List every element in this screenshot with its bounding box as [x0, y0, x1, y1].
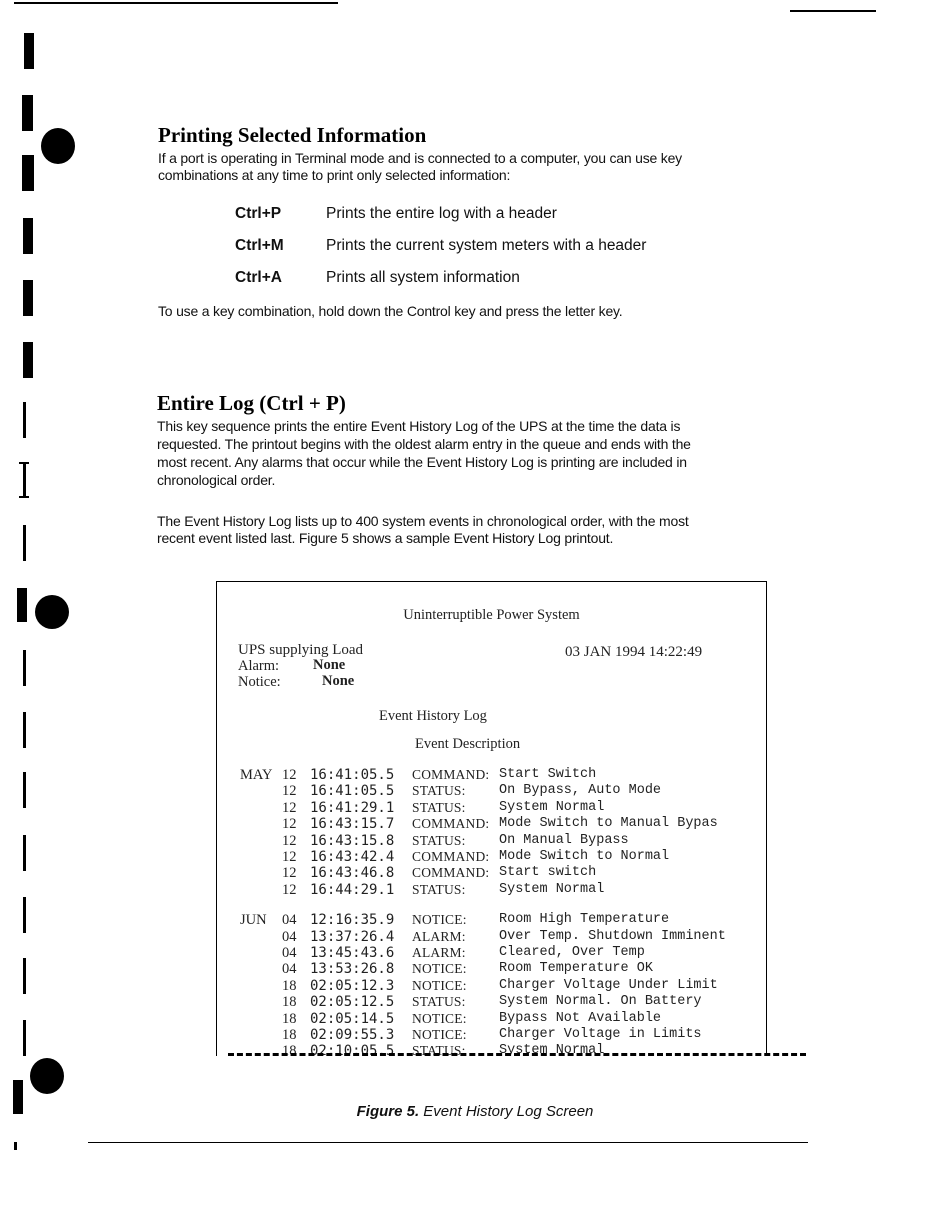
log-day: 12: [282, 767, 297, 783]
shortcut-desc: Prints all system information: [326, 269, 520, 286]
paragraph-line: The Event History Log lists up to 400 system events in chronological order, with the most: [157, 513, 689, 529]
log-type: COMMAND:: [412, 865, 490, 881]
log-type: STATUS:: [412, 799, 466, 815]
intro-line-2: combinations at any time to print only selected information:: [158, 167, 511, 183]
margin-mark: [23, 835, 26, 871]
figure-notice-value: None: [322, 673, 355, 689]
log-time: 02:10:05.5: [310, 1043, 395, 1060]
log-day: 18: [282, 1043, 297, 1060]
figure-cut-line: [228, 1053, 806, 1056]
section-heading-printing-selected: Printing Selected Information: [158, 123, 427, 147]
log-row: [240, 929, 760, 945]
log-row: [240, 945, 760, 961]
shortcut-desc: Prints the entire log with a header: [326, 205, 557, 222]
binder-hole-1: [41, 128, 75, 164]
log-row: [240, 1043, 760, 1059]
log-type: COMMAND:: [412, 849, 490, 864]
log-type: STATUS:: [412, 994, 466, 1010]
log-row: [240, 833, 760, 849]
paragraph-line: requested. The printout begins with the oldest alarm entry in the queue and ends with the: [157, 436, 691, 452]
log-desc: Over Temp. Shutdown Imminent: [499, 928, 726, 944]
margin-mark: [14, 1142, 17, 1150]
log-type: STATUS:: [412, 783, 466, 799]
paragraph-line: chronological order.: [157, 472, 276, 488]
log-row: [240, 767, 760, 783]
log-desc: Bypass Not Available: [499, 1010, 662, 1026]
margin-mark: [23, 897, 26, 933]
figure-caption: [0, 1103, 950, 1120]
caption-text: Event History Log Screen: [423, 1103, 594, 1120]
shortcut-row: [235, 205, 557, 223]
log-time: 16:43:15.7: [310, 816, 395, 833]
shortcut-key: Ctrl+A: [235, 269, 282, 286]
top-rule-left: [14, 2, 338, 4]
log-day: 18: [282, 1010, 297, 1027]
log-month: JUN: [240, 912, 267, 929]
log-row: [240, 978, 760, 994]
log-type: NOTICE:: [412, 1010, 467, 1026]
log-day: 12: [282, 832, 297, 849]
log-type: NOTICE:: [412, 912, 467, 928]
margin-mark: [23, 650, 26, 686]
log-time: 13:45:43.6: [310, 945, 395, 961]
margin-mark: [23, 1020, 26, 1056]
log-day: 12: [282, 849, 297, 865]
log-desc: Charger Voltage Under Limit: [499, 977, 718, 993]
log-day: 04: [282, 961, 297, 978]
log-desc: Room High Temperature: [499, 912, 670, 928]
log-day: 04: [282, 928, 297, 945]
log-desc: System Normal: [499, 881, 605, 897]
log-row: [240, 961, 760, 977]
margin-mark: [22, 155, 34, 191]
log-desc: On Bypass, Auto Mode: [499, 783, 662, 799]
paragraph-line: recent event listed last. Figure 5 shows a sample Event History Log printout.: [157, 530, 614, 546]
intro-line-1: If a port is operating in Terminal mode and is connected to a computer, you can use key: [158, 150, 682, 166]
margin-mark: [23, 772, 26, 808]
log-desc: System Normal: [499, 1043, 605, 1059]
figure-date-time: 03 JAN 1994 14:22:49: [565, 644, 703, 660]
figure-system-title: Uninterruptible Power System: [403, 607, 580, 623]
margin-mark: [23, 712, 26, 748]
log-day: 12: [282, 816, 297, 833]
log-day: 04: [282, 945, 297, 961]
margin-mark: [19, 462, 29, 464]
figure-alarm-value: None: [313, 657, 346, 673]
log-type: NOTICE:: [412, 1027, 467, 1042]
paragraph-line: most recent. Any alarms that occur while the Event History Log is printing are included in: [157, 454, 687, 470]
log-desc: Start switch: [499, 865, 597, 881]
log-time: 16:41:29.1: [310, 799, 395, 816]
log-row: [240, 816, 760, 832]
log-type: NOTICE:: [412, 961, 467, 977]
shortcut-row: [235, 237, 646, 255]
log-type: STATUS:: [412, 832, 466, 848]
margin-mark: [23, 525, 26, 561]
footer-rule: [88, 1142, 808, 1143]
figure-alarm-label: Alarm:: [238, 658, 280, 674]
log-row: [240, 882, 760, 898]
paragraph-line: This key sequence prints the entire Event History Log of the UPS at the time the data is: [157, 418, 681, 434]
log-time: 16:44:29.1: [310, 881, 395, 898]
log-row: [240, 912, 760, 928]
log-day: 12: [282, 865, 297, 882]
log-day: 12: [282, 799, 297, 816]
log-type: COMMAND:: [412, 816, 490, 832]
log-time: 02:09:55.3: [310, 1027, 395, 1043]
log-row: [240, 783, 760, 799]
binder-hole-3: [30, 1058, 64, 1094]
log-type: STATUS:: [412, 881, 466, 897]
log-time: 16:43:46.8: [310, 865, 395, 882]
log-row: [240, 994, 760, 1010]
log-day: 18: [282, 977, 297, 994]
figure-notice-label: Notice:: [238, 674, 281, 690]
log-month: MAY: [240, 767, 273, 783]
log-time: 16:41:05.5: [310, 783, 395, 800]
log-time: 16:43:15.8: [310, 832, 395, 849]
log-desc: Charger Voltage in Limits: [499, 1027, 702, 1042]
log-day: 18: [282, 1027, 297, 1043]
log-desc: System Normal. On Battery: [499, 994, 702, 1010]
binder-hole-2: [35, 595, 69, 629]
log-row: [240, 1027, 760, 1043]
log-row: [240, 849, 760, 865]
log-type: COMMAND:: [412, 767, 490, 782]
log-time: 02:05:12.3: [310, 977, 395, 994]
log-desc: System Normal: [499, 799, 605, 815]
margin-mark: [23, 462, 26, 498]
figure-log-title: Event History Log: [379, 708, 487, 724]
shortcut-desc: Prints the current system meters with a header: [326, 237, 647, 254]
margin-mark: [23, 280, 33, 316]
log-row: [240, 865, 760, 881]
log-row: [240, 800, 760, 816]
margin-mark: [17, 588, 27, 622]
log-desc: Cleared, Over Temp: [499, 945, 645, 960]
log-type: ALARM:: [412, 945, 466, 960]
margin-mark: [23, 402, 26, 438]
margin-mark: [19, 496, 29, 498]
log-time: 13:37:26.4: [310, 928, 395, 945]
log-type: NOTICE:: [412, 977, 467, 993]
shortcut-key: Ctrl+P: [235, 205, 282, 222]
log-time: 16:43:42.4: [310, 849, 395, 865]
log-desc: Room Temperature OK: [499, 961, 653, 977]
log-time: 16:41:05.5: [310, 767, 395, 783]
log-desc: On Manual Bypass: [499, 832, 629, 848]
margin-mark: [22, 95, 33, 131]
caption-prefix: Figure 5.: [356, 1103, 420, 1120]
log-time: 12:16:35.9: [310, 912, 395, 929]
log-desc: Mode Switch to Manual Bypas: [499, 816, 718, 832]
log-time: 13:53:26.8: [310, 961, 395, 978]
log-time: 02:05:12.5: [310, 994, 395, 1011]
log-row: [240, 1011, 760, 1027]
log-desc: Start Switch: [499, 767, 597, 782]
shortcut-key: Ctrl+M: [235, 237, 284, 254]
log-type: STATUS:: [412, 1043, 466, 1059]
log-desc: Mode Switch to Normal: [499, 849, 670, 864]
log-day: 04: [282, 912, 297, 929]
log-day: 12: [282, 783, 297, 800]
section-heading-entire-log: Entire Log (Ctrl + P): [157, 391, 346, 415]
margin-mark: [23, 218, 33, 254]
log-day: 12: [282, 881, 297, 898]
usage-note: To use a key combination, hold down the Control key and press the letter key.: [158, 303, 623, 319]
figure-desc-header: Event Description: [415, 736, 521, 752]
log-day: 18: [282, 994, 297, 1011]
log-type: ALARM:: [412, 928, 466, 944]
margin-mark: [24, 33, 34, 69]
margin-mark: [23, 958, 26, 994]
figure-status-line: UPS supplying Load: [238, 642, 364, 658]
shortcut-row: [235, 269, 520, 287]
margin-mark: [23, 342, 33, 378]
top-rule-right: [790, 10, 876, 12]
log-time: 02:05:14.5: [310, 1010, 395, 1027]
